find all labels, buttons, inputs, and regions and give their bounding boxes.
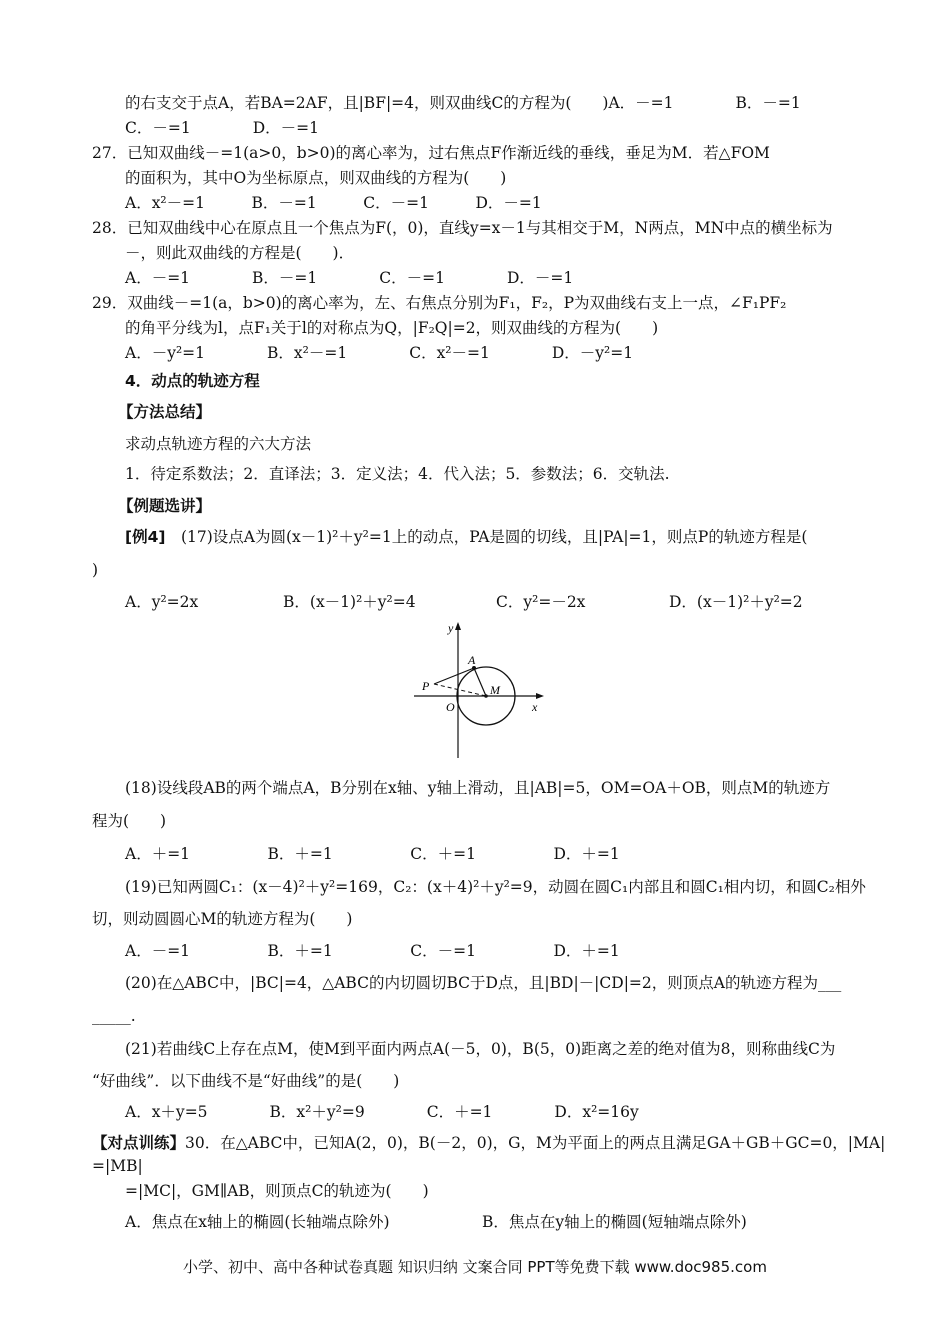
- question-18-line-1: (18)设线段AB的两个端点A，B分别在x轴、y轴上滑动，且|AB|=5，OM=OA＋OB，则点M的轨迹方: [125, 779, 831, 797]
- question-27-line-2: 的面积为，其中O为坐标原点，则双曲线的方程为( ): [125, 169, 507, 187]
- method-title: 求动点轨迹方程的六大方法: [125, 435, 312, 453]
- origin-label: O: [446, 700, 455, 714]
- page-footer: 小学、初中、高中各种试卷真题 知识归纳 文案合同 PPT等免费下载 www.doc985.com: [183, 1258, 767, 1276]
- question-29-line-2: 的角平分线为l，点F₁关于l的对称点为Q，|F₂Q|=2，则双曲线的方程为( ): [125, 319, 659, 337]
- question-29-line-1: 29．双曲线－=1(a，b>0)的离心率为，左、右焦点分别为F₁，F₂，P为双曲线右支上一点，∠F₁PF₂: [92, 294, 787, 312]
- example-tag: 【例题选讲】: [118, 497, 212, 515]
- question-18-line-2: 程为( ): [92, 812, 167, 830]
- question-28-line-2: －，则此双曲线的方程是( )．: [125, 244, 355, 262]
- question-19-line-1: (19)已知两圆C₁：(x－4)²＋y²=169，C₂：(x＋4)²＋y²=9，动圆在圆C₁内部且和圆C₁相内切，和圆C₂相外: [125, 878, 866, 896]
- question-28-line-1: 28．已知双曲线中心在原点且一个焦点为F(，0)，直线y=x－1与其相交于M，N两点，MN中点的横坐标为: [92, 219, 833, 237]
- example-label: [例4]: [125, 528, 166, 546]
- question-19-options: A．－=1 B．＋=1 C．－=1 D．＋=1: [125, 942, 620, 960]
- question-21-line-2: “好曲线”．以下曲线不是“好曲线”的是( ): [92, 1072, 400, 1090]
- question-27-line-1: 27．已知双曲线－=1(a>0，b>0)的离心率为，过右焦点F作渐近线的垂线，垂足为M．若△FOM: [92, 144, 770, 162]
- question-30-line-3: =|MC|，GM∥AB，则顶点C的轨迹为( ): [125, 1182, 429, 1200]
- question-17-text: (17)设点A为圆(x－1)²＋y²=1上的动点，PA是圆的切线，且|PA|=1，则点P的轨迹方程是(: [165, 528, 808, 546]
- question-30-line-1: [92, 1132, 885, 1154]
- question-21-options: A．x＋y=5 B．x²＋y²=9 C．＋=1 D．x²=16y: [125, 1103, 639, 1121]
- point-label-a: A: [468, 653, 476, 667]
- option-17b: B．(x－1)²＋y²=4: [283, 593, 416, 611]
- question-19-line-2: 切，则动圆圆心M的轨迹方程为( ): [92, 910, 353, 928]
- point-label-p: P: [422, 679, 430, 693]
- question-18-options: A．＋=1 B．＋=1 C．＋=1 D．＋=1: [125, 845, 620, 863]
- circle-tangent-figure: [408, 620, 548, 760]
- point-label-m: M: [490, 683, 500, 697]
- options-line: C．－=1 D．－=1: [125, 119, 319, 137]
- training-tag: 【对点训练】: [92, 1134, 186, 1152]
- question-17-line-1: [125, 526, 807, 548]
- option-17d: D．(x－1)²＋y²=2: [669, 593, 803, 611]
- option-30b: B．焦点在y轴上的椭圆(短轴端点除外): [482, 1213, 747, 1231]
- question-20-line-2: _____.: [92, 1007, 136, 1025]
- question-28-options: A．－=1 B．－=1 C．－=1 D．－=1: [125, 269, 574, 287]
- method-tag: 【方法总结】: [118, 403, 212, 421]
- question-29-options: A．－y²=1 B．x²－=1 C．x²－=1 D．－y²=1: [125, 344, 634, 362]
- question-17-line-2: ): [92, 561, 99, 579]
- option-17c: C．y²=－2x: [496, 593, 586, 611]
- axis-label-x: x: [532, 700, 538, 714]
- section-heading: 4．动点的轨迹方程: [125, 372, 260, 390]
- question-20-line-1: (20)在△ABC中，|BC|=4，△ABC的内切圆切BC于D点，且|BD|－|CD|=2，则顶点A的轨迹方程为___: [125, 974, 842, 992]
- option-17a: A．y²=2x: [125, 593, 199, 611]
- text-line: 的右支交于点A，若BA=2AF，且|BF|=4，则双曲线C的方程为( )A．－=1 B．－=1: [125, 94, 801, 112]
- axis-label-y: y: [448, 621, 454, 635]
- option-30a: A．焦点在x轴上的椭圆(长轴端点除外): [125, 1213, 390, 1231]
- question-27-options: A．x²－=1 B．－=1 C．－=1 D．－=1: [125, 194, 542, 212]
- question-30-line-2: =|MB|: [92, 1157, 143, 1175]
- method-list: 1．待定系数法；2．直译法；3．定义法；4．代入法；5．参数法；6．交轨法.: [125, 465, 670, 483]
- question-30-text: 30．在△ABC中，已知A(2，0)，B(－2，0)，G，M为平面上的两点且满足GA＋GB＋GC=0，|MA|: [185, 1134, 886, 1152]
- question-21-line-1: (21)若曲线C上存在点M，使M到平面内两点A(－5，0)，B(5，0)距离之差的绝对值为8，则称曲线C为: [125, 1040, 836, 1058]
